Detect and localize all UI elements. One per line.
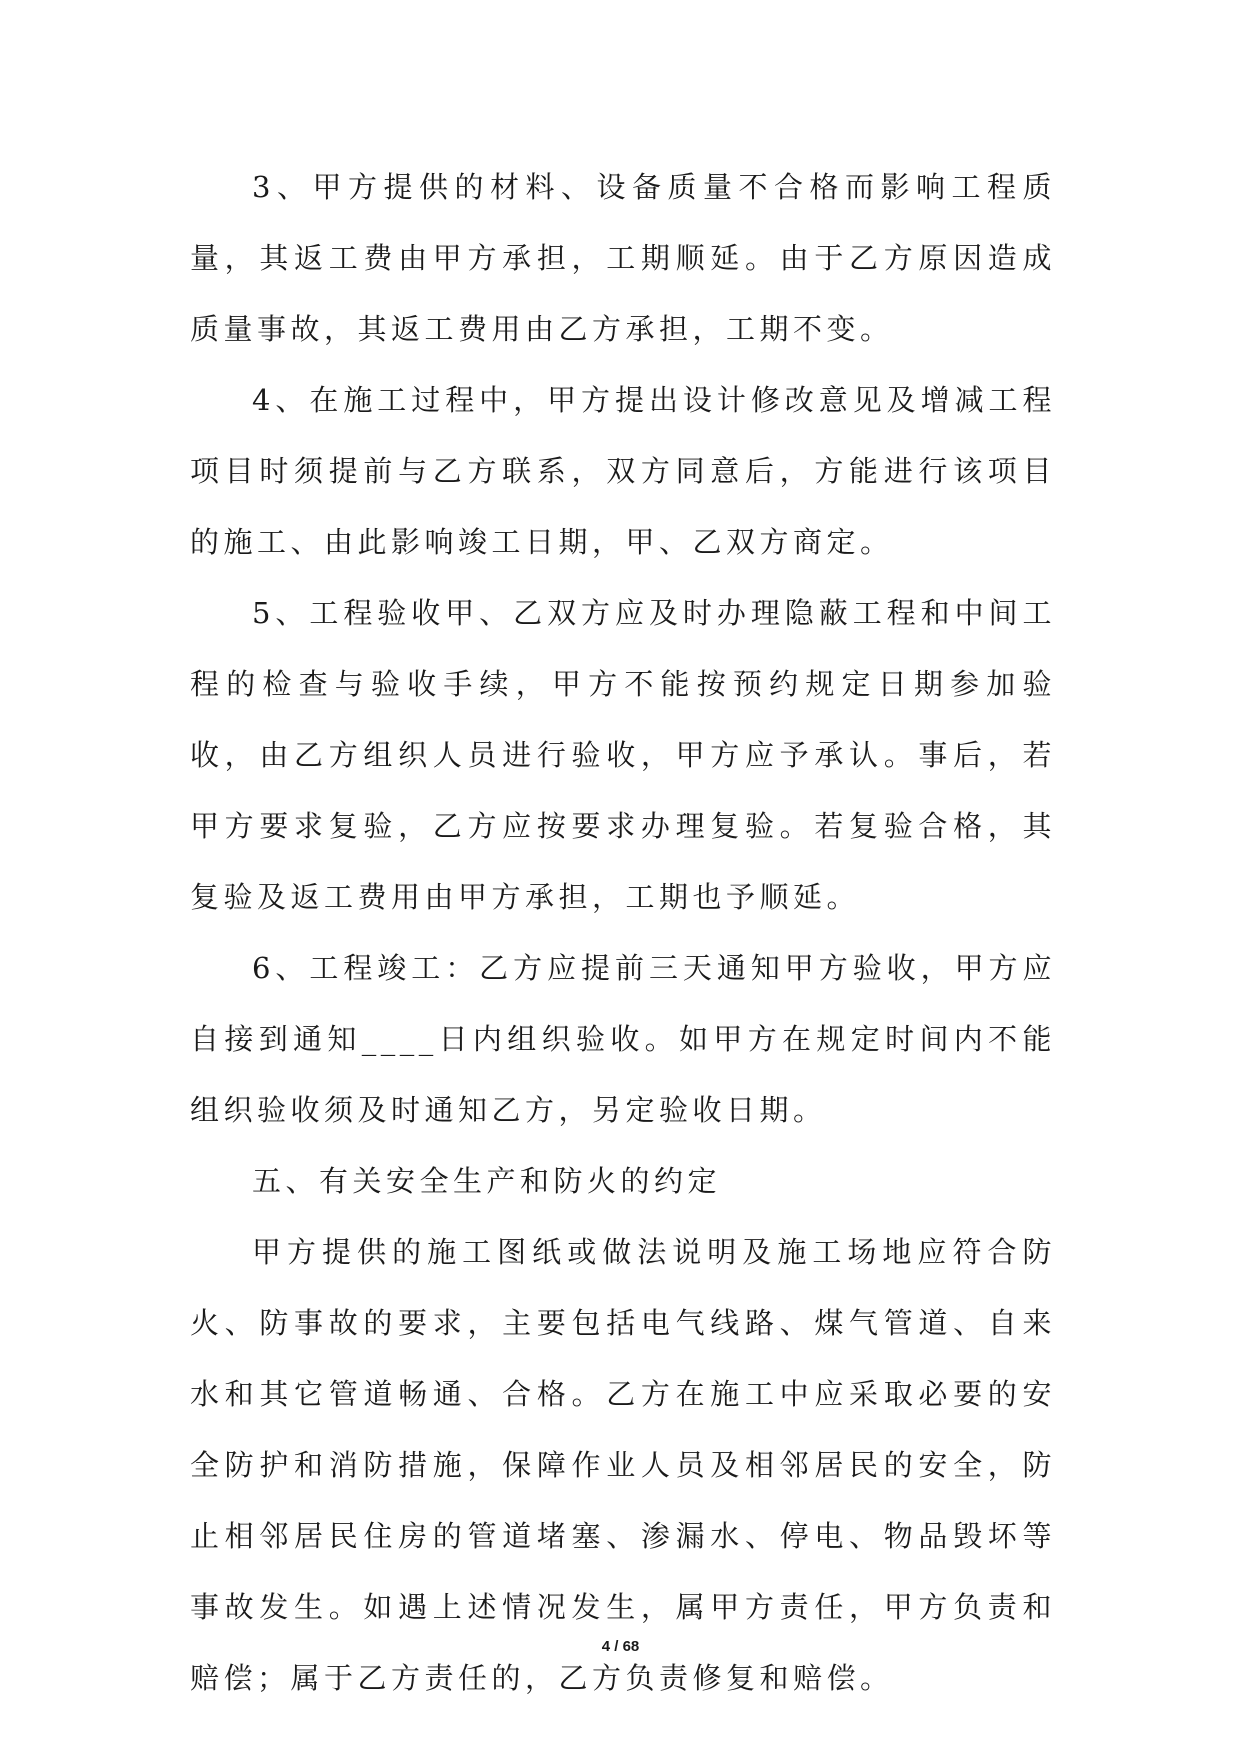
paragraph-safety-fire: 甲方提供的施工图纸或做法说明及施工场地应符合防火、防事故的要求，主要包括电气线路、煤气管道、自来水和其它管道畅通、合格。乙方在施工中应采取必要的安全防护和消防措施，保障作业人员及相邻居民的安全，防止相邻居民住房的管道堵塞、渗漏水、停电、物品毁坏等事故发生。如遇上述情况发生，属甲方责任，甲方负责和赔偿；属于乙方责任的，乙方负责修复和赔偿。 bbox=[190, 1235, 1056, 1695]
document-body bbox=[190, 152, 1056, 1714]
section-heading-safety: 五、有关安全生产和防火的约定 bbox=[252, 1164, 722, 1198]
paragraph-design-changes: 4、在施工过程中，甲方提出设计修改意见及增减工程项目时须提前与乙方联系，双方同意后，方能进行该项目的施工、由此影响竣工日期，甲、乙双方商定。 bbox=[190, 383, 1056, 559]
paragraph-quality-materials: 3、甲方提供的材料、设备质量不合格而影响工程质量，其返工费由甲方承担，工期顺延。由于乙方原因造成质量事故，其返工费用由乙方承担，工期不变。 bbox=[190, 170, 1056, 346]
page-number: 4 / 68 bbox=[601, 1638, 640, 1655]
paragraph-inspection-acceptance: 5、工程验收甲、乙双方应及时办理隐蔽工程和中间工程的检查与验收手续，甲方不能按预约规定日期参加验收，由乙方组织人员进行验收，甲方应予承认。事后，若甲方要求复验，乙方应按要求办理复验。若复验合格，其复验及返工费用由甲方承担，工期也予顺延。 bbox=[190, 596, 1056, 914]
paragraph-completion: 6、工程竣工：乙方应提前三天通知甲方验收，甲方应自接到通知____日内组织验收。如甲方在规定时间内不能组织验收须及时通知乙方，另定验收日期。 bbox=[190, 951, 1056, 1127]
